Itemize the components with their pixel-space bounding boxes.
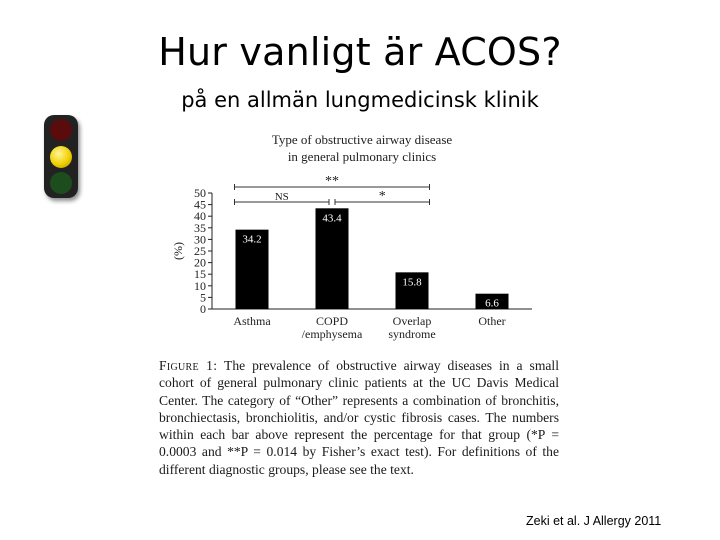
x-tick-label: syndrome — [388, 327, 436, 341]
traffic-light-icon — [44, 115, 78, 198]
y-axis-label: (%) — [171, 242, 185, 260]
significance-label: NS — [274, 191, 289, 203]
y-tick-label: 20 — [194, 255, 206, 270]
y-tick-label: 15 — [194, 267, 206, 282]
figure-caption — [159, 357, 559, 478]
bar-chart — [160, 128, 560, 350]
significance-label: ** — [325, 174, 339, 189]
x-tick-label: Asthma — [233, 314, 271, 328]
bar-value-label: 43.4 — [322, 212, 342, 225]
caption-label: Figure 1: — [159, 358, 218, 373]
y-tick-label: 25 — [194, 244, 206, 258]
y-tick-label: 10 — [194, 278, 206, 293]
bar-value-label: 34.2 — [242, 233, 262, 246]
y-tick-label: 35 — [194, 220, 206, 235]
y-tick-label: 5 — [200, 290, 206, 305]
caption-text: The prevalence of obstructive airway diseases in a small cohort of general pulmonary clinic patients at the UC Davis Medical Center. The category of “Other” represents a combination of bronchitis, bronchiectasis, bronchiolitis, and/or cystic fibrosis cases. The numbers within each bar above represent the percentage for that group (*P = 0.0003 and **P = 0.014 by Fisher’s exact test). For definitions of the different diagnostic groups, please see the text. — [159, 358, 559, 477]
x-tick-label: Overlap — [392, 314, 432, 328]
y-tick-label: 45 — [194, 197, 206, 212]
chart-title-line: Type of obstructive airway disease — [271, 132, 453, 147]
y-tick-label: 30 — [194, 232, 206, 247]
bar-value-label: 15.8 — [402, 276, 422, 289]
significance-label: * — [378, 189, 386, 204]
x-tick-label: Other — [478, 314, 506, 328]
slide-title: Hur vanligt är ACOS? — [158, 30, 562, 74]
citation: Zeki et al. J Allergy 2011 — [526, 514, 662, 528]
red-lamp — [50, 119, 72, 141]
y-tick-label: 50 — [194, 186, 206, 200]
green-lamp — [50, 172, 72, 194]
y-tick-label: 40 — [194, 209, 206, 224]
bar-value-label: 6.6 — [485, 297, 499, 310]
yellow-lamp — [50, 146, 72, 168]
chart-title-line: in general pulmonary clinics — [287, 149, 437, 164]
x-tick-label: COPD — [315, 314, 349, 328]
x-tick-label: /emphysema — [301, 327, 363, 341]
y-tick-label: 0 — [200, 302, 206, 316]
slide-subtitle: på en allmän lungmedicinsk klinik — [181, 88, 539, 112]
